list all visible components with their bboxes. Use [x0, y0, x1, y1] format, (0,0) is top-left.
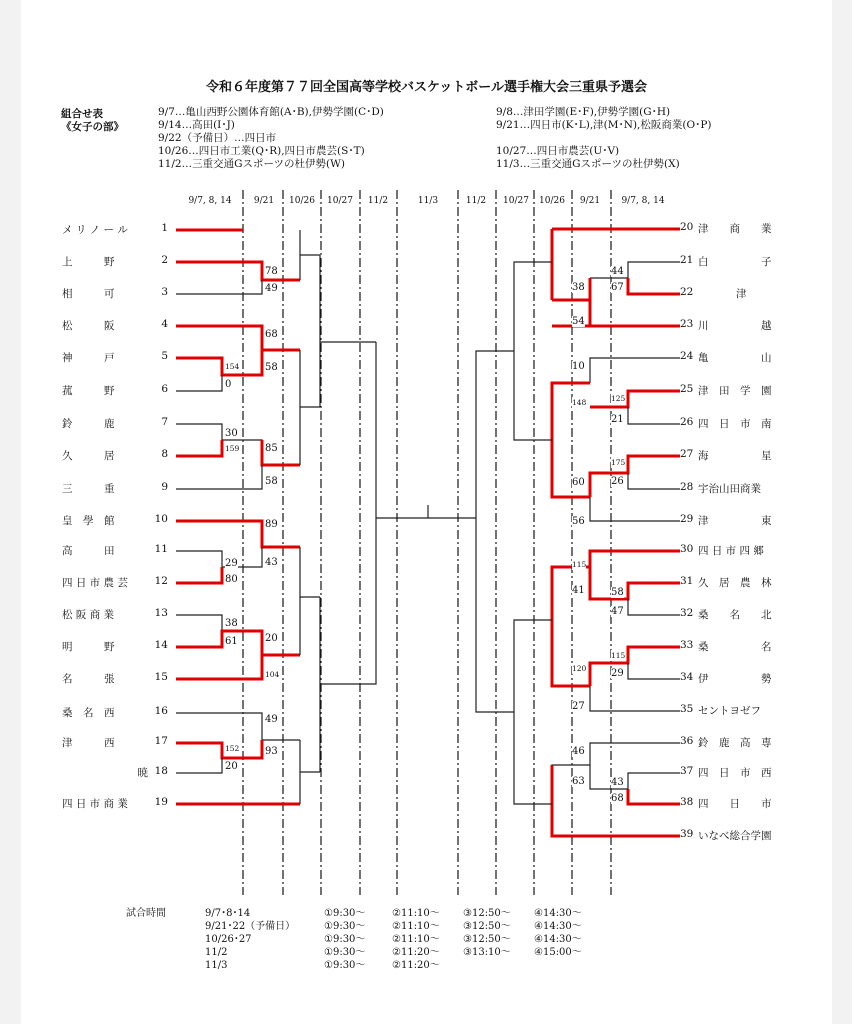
round-date-header: 9/21: [253, 196, 275, 206]
team-name-right: 白 子: [698, 256, 772, 268]
bracket-line: [476, 518, 514, 712]
schedule-date: 9/7･8･14: [205, 908, 251, 919]
match-score: 20: [225, 761, 238, 772]
team-seed-left: 16: [154, 705, 168, 717]
match-score: 49: [265, 714, 278, 725]
team-name-left: 四 日 市 商 業: [62, 798, 128, 810]
schedule-time: ③12:50～: [463, 908, 511, 919]
round-date-header: 11/2: [465, 196, 487, 206]
schedule-date: 10/26･27: [205, 934, 252, 945]
team-seed-left: 17: [154, 735, 168, 747]
winner-path: [628, 789, 680, 804]
bracket-line: [590, 686, 680, 711]
page-title: 令和６年度第７７回全国高等学校バスケットボール選手権大会三重県予選会: [205, 80, 648, 95]
bracket-line: [320, 255, 358, 342]
match-score: 10: [572, 361, 585, 372]
round-date-header: 11/3: [417, 196, 439, 206]
bracket-line: [176, 713, 300, 740]
match-score: 29: [225, 558, 238, 569]
schedule-time: ③13:10～: [463, 947, 511, 958]
round-date-header: 10/26: [289, 196, 315, 206]
team-seed-left: 9: [161, 481, 168, 493]
schedule-date: 11/2: [205, 947, 228, 958]
match-score: 58: [611, 587, 624, 598]
venue-line: 9/8…津田学園(E･F),伊勢学園(G･H): [496, 106, 671, 118]
team-seed-right: 39: [680, 828, 694, 840]
schedule-time: ①9:30～: [324, 960, 366, 971]
bracket-line: [476, 351, 514, 518]
team-name-right: 川 越: [698, 320, 772, 332]
match-score: 148: [572, 398, 587, 407]
team-name-left: 神 戸: [62, 352, 115, 364]
team-name-right: 津 田 学 園: [698, 385, 772, 397]
winner-path: [590, 391, 680, 407]
winner-path: [176, 350, 262, 375]
team-seed-right: 35: [680, 703, 694, 715]
bracket-line: [514, 262, 552, 440]
venue-line: 11/2…三重交通Gスポーツの杜伊勢(W): [158, 158, 346, 170]
match-score: 0: [225, 379, 232, 390]
team-seed-left: 1: [161, 222, 168, 234]
team-name-right: 宇治山田商業: [698, 483, 761, 495]
team-name-right: 四 日 市 四 郷: [698, 545, 764, 557]
winner-path: [176, 440, 222, 456]
team-name-right: いなべ総合学園: [698, 830, 772, 842]
match-score: 93: [265, 746, 278, 757]
match-score: 54: [572, 316, 585, 327]
bracket-line: [176, 280, 262, 294]
round-date-header: 10/27: [503, 196, 529, 206]
match-score: 68: [265, 329, 278, 340]
match-score: 67: [611, 282, 624, 293]
winner-path: [176, 521, 300, 547]
venue-line: 11/3…三重交通Gスポーツの杜伊勢(X): [496, 158, 680, 170]
team-seed-left: 5: [161, 350, 168, 362]
team-name-left: 暁: [137, 767, 148, 779]
team-name-right: 四 日 市: [698, 798, 772, 810]
match-score: 49: [265, 283, 278, 294]
team-seed-left: 19: [154, 796, 168, 808]
schedule-time: ②11:20～: [392, 947, 440, 958]
team-seed-left: 10: [154, 513, 168, 525]
schedule-time: ②11:10～: [392, 908, 440, 919]
round-date-header: 10/27: [327, 196, 353, 206]
match-score: 43: [265, 557, 278, 568]
team-seed-left: 6: [161, 383, 168, 395]
match-score: 104: [265, 670, 280, 679]
winner-path: [628, 278, 680, 294]
team-seed-right: 26: [680, 416, 694, 428]
schedule-time: ②11:20～: [392, 960, 440, 971]
schedule-time: ④15:00～: [534, 947, 582, 958]
match-score: 159: [225, 444, 240, 453]
round-date-header: 11/2: [367, 196, 389, 206]
schedule-time: ③12:50～: [463, 934, 511, 945]
team-name-left: 桑 名 西: [62, 707, 115, 719]
team-seed-right: 34: [680, 671, 694, 683]
match-score: 175: [611, 458, 626, 467]
bracket-line: [320, 597, 358, 684]
team-seed-left: 12: [154, 575, 168, 587]
match-score: 56: [572, 516, 585, 527]
team-name-left: 鈴 鹿: [62, 418, 115, 430]
venue-line: 10/27…四日市農芸(U･V): [496, 145, 620, 157]
schedule-date: 9/21･22（予備日）: [205, 921, 296, 932]
bracket-line: [590, 497, 680, 521]
winner-path: [590, 647, 680, 686]
match-score: 78: [265, 266, 278, 277]
team-seed-left: 13: [154, 607, 168, 619]
match-score: 89: [265, 519, 278, 530]
team-name-left: 津 西: [62, 737, 115, 749]
match-score: 80: [225, 574, 238, 585]
team-seed-right: 24: [680, 350, 694, 362]
venue-line: 9/21…四日市(K･L),津(M･N),松阪商業(O･P): [496, 119, 712, 131]
team-name-right: 津 商 業: [698, 223, 772, 235]
schedule-time: ①9:30～: [324, 908, 366, 919]
match-score: 43: [611, 777, 624, 788]
match-score: 29: [611, 668, 624, 679]
team-seed-right: 21: [680, 254, 694, 266]
schedule-time: ④14:30～: [534, 908, 582, 919]
team-name-left: 松 阪 商 業: [62, 609, 115, 621]
bracket-line: [176, 758, 222, 773]
round-date-header: 9/7, 8, 14: [621, 196, 665, 206]
team-seed-left: 2: [161, 254, 168, 266]
team-seed-left: 15: [154, 671, 168, 683]
team-seed-right: 31: [680, 575, 694, 587]
match-score: 58: [265, 362, 278, 373]
team-seed-right: 38: [680, 796, 694, 808]
team-seed-right: 27: [680, 448, 694, 460]
schedule-time: ②11:10～: [392, 934, 440, 945]
team-seed-right: 30: [680, 543, 694, 555]
bracket-line: [176, 465, 262, 489]
bracket-line: [514, 620, 552, 804]
team-seed-right: 37: [680, 765, 694, 777]
team-seed-right: 32: [680, 607, 694, 619]
venue-line: 9/7…亀山西野公園体育館(A･B),伊勢学園(C･D): [158, 106, 384, 118]
schedule-date: 11/3: [205, 960, 228, 971]
round-date-header: 9/7, 8, 14: [188, 196, 232, 206]
header-label: 組合せ表: [61, 108, 103, 120]
match-score: 47: [611, 606, 624, 617]
team-seed-left: 11: [154, 543, 168, 555]
match-score: 68: [611, 793, 624, 804]
bracket-line: [628, 663, 680, 679]
bracket-line: [300, 547, 320, 597]
venue-line: 10/26…四日市工業(Q･R),四日市農芸(S･T): [158, 145, 365, 157]
team-seed-right: 36: [680, 735, 694, 747]
winner-path: [176, 740, 262, 758]
bracket-sheet: [21, 0, 832, 1024]
team-name-left: 久 居: [62, 450, 115, 462]
team-name-right: 亀 山: [698, 352, 772, 364]
team-name-right: 海 星: [698, 450, 772, 462]
team-seed-left: 4: [161, 318, 168, 330]
schedule-time: ①9:30～: [324, 921, 366, 932]
team-name-left: 皇 學 館: [62, 515, 115, 527]
winner-path: [176, 655, 262, 679]
team-name-left: 三 重: [62, 483, 115, 495]
match-score: 38: [225, 618, 238, 629]
match-score: 21: [611, 414, 624, 425]
team-name-right: 久 居 農 林: [698, 577, 772, 589]
team-name-left: メ リ ノ ー ル: [62, 224, 128, 236]
team-seed-right: 33: [680, 639, 694, 651]
match-score: 154: [225, 362, 240, 371]
team-seed-left: 18: [154, 765, 168, 777]
team-name-right: セントヨゼフ: [698, 705, 761, 717]
bracket-line: [176, 547, 262, 567]
bracket-line: [628, 407, 680, 424]
team-name-left: 松 阪: [62, 320, 115, 332]
bracket-line: [300, 350, 320, 407]
winner-path: [176, 262, 300, 280]
bracket-line: [628, 473, 680, 489]
schedule-time: ④14:30～: [534, 921, 582, 932]
team-seed-left: 3: [161, 286, 168, 298]
match-score: 20: [265, 633, 278, 644]
match-score: 30: [225, 428, 238, 439]
match-score: 125: [611, 394, 626, 403]
team-name-right: 鈴 鹿 高 専: [698, 737, 772, 749]
team-name-right: 四 日 市 南: [698, 418, 772, 430]
venue-line: 9/14…高田(I･J): [158, 119, 235, 131]
match-score: 152: [225, 744, 240, 753]
team-seed-right: 23: [680, 318, 694, 330]
match-score: 41: [572, 585, 585, 596]
schedule-label: 試合時間: [126, 908, 166, 919]
round-date-header: 10/26: [539, 196, 565, 206]
match-score: 115: [611, 651, 626, 660]
team-name-right: 桑 名: [698, 641, 772, 653]
team-name-left: 上 野: [62, 256, 115, 268]
schedule-time: ①9:30～: [324, 947, 366, 958]
winner-path: [590, 567, 680, 599]
team-name-right: 四 日 市 西: [698, 767, 772, 779]
team-name-left: 菰 野: [62, 385, 115, 397]
winner-path: [176, 567, 222, 583]
bracket-line: [300, 740, 320, 772]
schedule-time: ④14:30～: [534, 934, 582, 945]
match-score: 46: [572, 746, 585, 757]
match-score: 38: [572, 282, 585, 293]
bracket-line: [300, 230, 320, 255]
team-seed-left: 7: [161, 416, 168, 428]
bracket-line: [590, 765, 680, 789]
match-score: 85: [265, 443, 278, 454]
match-score: 61: [225, 636, 238, 647]
match-score: 27: [572, 701, 585, 712]
match-score: 44: [611, 266, 624, 277]
team-name-right: 桑 名 北: [698, 609, 772, 621]
winner-path: [590, 456, 680, 497]
team-seed-right: 29: [680, 513, 694, 525]
tournament-bracket: [21, 0, 832, 1024]
match-score: 115: [572, 560, 587, 569]
match-score: 63: [572, 776, 585, 787]
bracket-line: [176, 615, 262, 631]
match-score: 120: [572, 664, 587, 673]
team-name-right: 伊 勢: [698, 673, 772, 685]
team-seed-left: 14: [154, 639, 168, 651]
team-seed-right: 22: [680, 286, 694, 298]
schedule-time: ②11:10～: [392, 921, 440, 932]
header-division: 《女子の部》: [61, 121, 124, 133]
match-score: 26: [611, 476, 624, 487]
bracket-line: [358, 518, 376, 684]
team-name-left: 高 田: [62, 545, 115, 557]
team-name-left: 相 可: [62, 288, 115, 300]
team-seed-right: 20: [680, 221, 694, 233]
bracket-line: [628, 599, 680, 615]
bracket-line: [176, 375, 222, 391]
team-name-left: 明 野: [62, 641, 115, 653]
team-name-left: 名 張: [62, 673, 115, 685]
team-name-right: 津 東: [698, 515, 772, 527]
round-date-header: 9/21: [579, 196, 601, 206]
bracket-line: [590, 358, 680, 383]
schedule-time: ①9:30～: [324, 934, 366, 945]
match-score: 58: [265, 476, 278, 487]
schedule-time: ③12:50～: [463, 921, 511, 932]
team-seed-right: 25: [680, 383, 694, 395]
team-seed-left: 8: [161, 448, 168, 460]
team-seed-right: 28: [680, 481, 694, 493]
team-name-right: 津: [736, 288, 747, 300]
team-name-left: 四 日 市 農 芸: [62, 577, 128, 589]
winner-path: [176, 326, 300, 350]
winner-path: [176, 631, 300, 655]
bracket-line: [590, 262, 680, 278]
venue-line: 9/22（予備日）…四日市: [158, 132, 277, 144]
match-score: 60: [572, 477, 585, 488]
